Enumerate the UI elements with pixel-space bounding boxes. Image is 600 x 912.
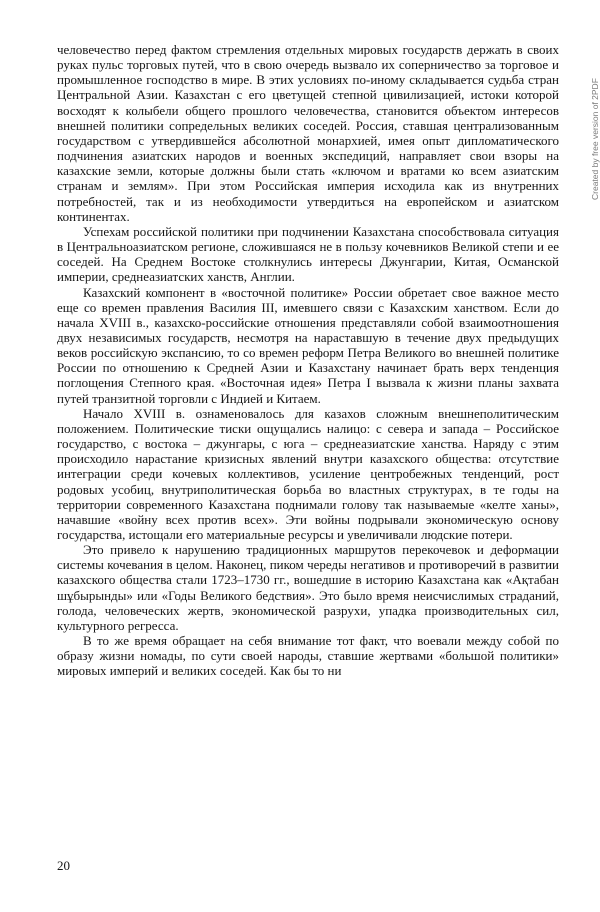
paragraph-2: Успехам российской политики при подчинении Казахстана способствовала ситуация в Центральноазиатском регионе, сложившаяся не в пользу кочевников Великой степи и ее соседей. На Среднем Востоке столкнулись интересы Джунгарии, Китая, Османской империи, среднеазиатских ханств, Англии. [57,223,559,285]
paragraph-1: человечество перед фактом стремления отдельных мировых государств держать в своих руках пульс торговых путей, что в свою очередь вызвало их соперничество за торговое и промышленное господство в мире. В этих условиях по-иному складывается судьба стран Центральной Азии. Казахстан с его цветущей степной цивилизацией, истоки которой восходят к колыбели общего прошлого человечества, становится объектом интересов внешней политики сопредельных великих соседей. Россия, ставшая централизованным государством с утвердившейся абсолютной монархией, имея опыт дипломатического подчинения азиатских народов и военных экспедиций, направляет свои взоры на казахские земли, которые должны были стать «ключом и вратами ко всем азиатским странам и землям». При этом Российская империя исходила как из внутренних потребностей, так и из необходимости утвердиться на европейском и азиатском континентах. [57,42,559,224]
page-body [57,42,559,679]
page-number: 20 [57,858,70,873]
paragraph-4: Начало XVIII в. ознаменовалось для казахов сложным внешнеполитическим положением. Политические тиски ощущались налицо: с севера и запада – Российское государство, с востока – джунгары, с юга – среднеазиатские ханства. Наряду с этим происходило нарастание кризисных явлений внутри казахского общества: отсутствие интеграции среди кочевых коллективов, усиление центробежных тенденций, рост родовых усобиц, внутриполитическая борьба во властных структурах, в те годы на территории современного Казахстана поднимали голову так называемые «келте ханы», начавшие «войну всех против всех». Эти войны подрывали экономическую основу государства, истощали его материальные ресурсы и увеличивали людские потери. [57,405,559,542]
paragraph-3: Казахский компонент в «восточной политике» России обретает свое важное место еще со времен правления Василия III, имевшего связи с Казахским ханством. Если до начала XVIII в., казахско-российские отношения представляли собой взаимоотношения двух независимых государств, несмотря на нараставшую в течение двух предыдущих веков российскую экспансию, то со времен реформ Петра Великого во внешней политике России по отношению к Средней Азии и Казахстану начинает брать верх тенденция поглощения Степного края. «Восточная идея» Петра I вызвала к жизни планы захвата путей транзитной торговли с Индией и Китаем. [57,284,559,406]
paragraph-6: В то же время обращает на себя внимание тот факт, что воевали между собой по образу жизни номады, по сути своей народы, ставшие жертвами «большой политики» мировых империй и великих соседей. Как бы то ни [57,633,559,679]
watermark-text: Created by free version of 2PDF [590,78,600,200]
paragraph-5: Это привело к нарушению традиционных маршрутов перекочевок и деформации системы кочевания в целом. Наконец, пиком череды негативов и противоречий в развитии казахского общества стали 1723–1730 гг., вошедшие в историю Казахстана как «Ақтабан шұбырынды» или «Годы Великого бедствия». Это было время неисчислимых страданий, голода, человеческих жертв, экономической разрухи, упадка производительных сил, культурного регресса. [57,542,559,633]
